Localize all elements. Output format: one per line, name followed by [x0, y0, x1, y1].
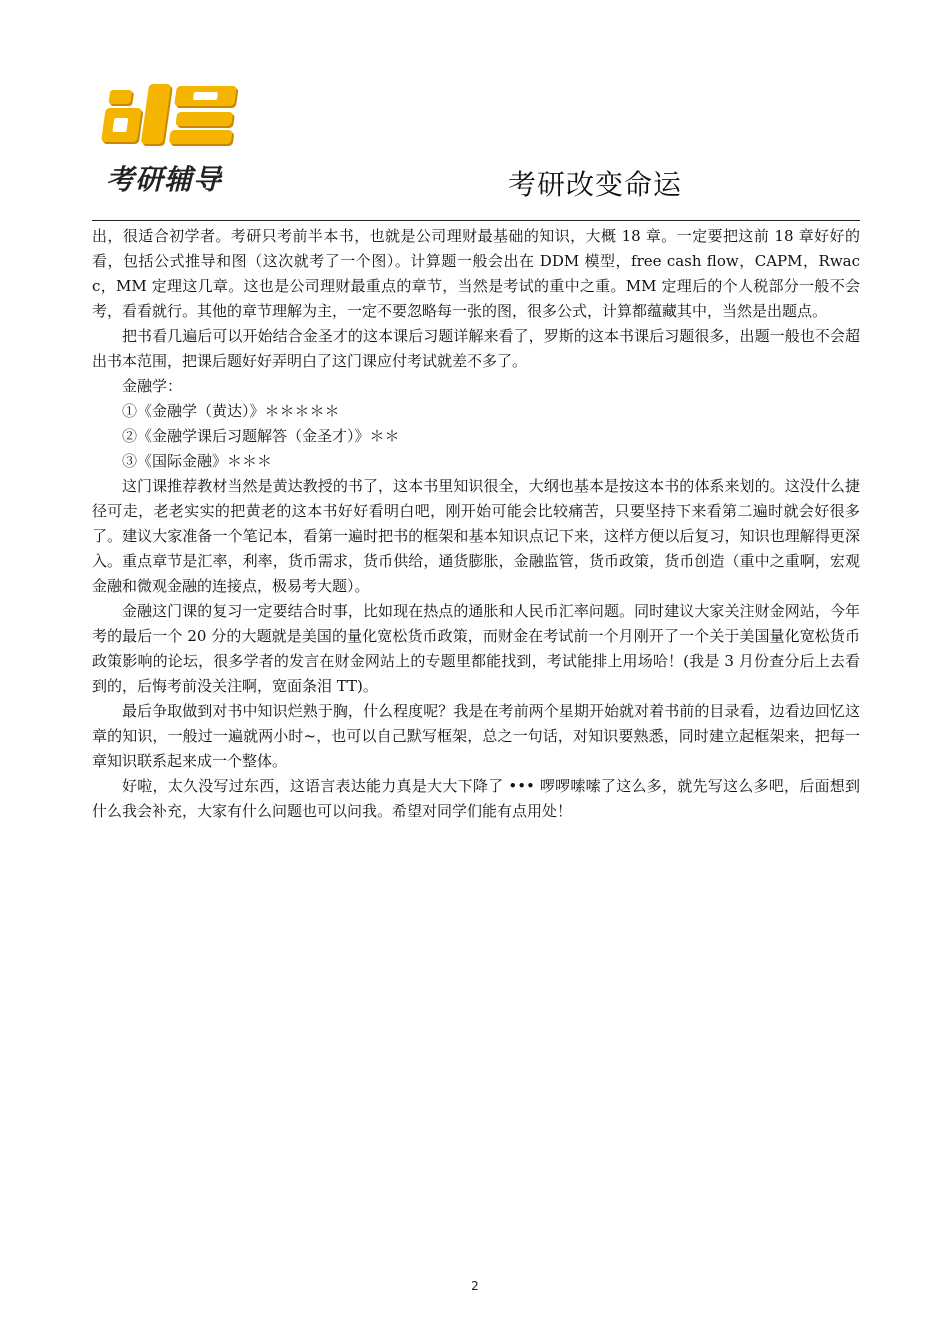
- paragraph-corporate-finance-continued: 出，很适合初学者。考研只考前半本书，也就是公司理财最基础的知识，大概 18 章。一定要把这前 18 章好好的看，包括公式推导和图（这次就考了一个图）。计算题一般会出在 DDM 模型，free cash flow，CAPM，Rwacc，MM 定理这几章。这也是公司理财最重点的章节，当然是考试的重中之重。MM 定理后的个人税部分一般不会考，看看就行。其他的章节理解为主，一定不要忽略每一张的图，很多公式，计算都蕴藏其中，当然是出题点。: [92, 227, 860, 320]
- page-number: 2: [471, 1279, 479, 1293]
- header-motto: 考研改变命运: [508, 168, 683, 201]
- logo-subtitle: 考研辅导: [106, 163, 223, 196]
- book-list-item: ③《国际金融》＊＊＊: [122, 452, 273, 470]
- book-list-item: ②《金融学课后习题解答（金圣才）》＊＊: [122, 427, 400, 445]
- paragraph-huangda-textbook: 这门课推荐教材当然是黄达教授的书了，这本书里知识很全，大纲也基本是按这本书的体系来划的。这没什么捷径可走，老老实实的把黄老的这本书好好看明白吧，刚开始可能会比较痛苦，只要坚持下来看第二遍时就会好很多了。建议大家准备一个笔记本，看第一遍时把书的框架和基本知识点记下来，这样方便以后复习，知识也理解得更深入。重点章节是汇率，利率，货币需求，货币供给，通货膨胀，金融监管，货币政策，货币创造（重中之重啊，宏观金融和微观金融的连接点，极易考大题）。: [92, 477, 860, 595]
- paragraph-review-method: 最后争取做到对书中知识烂熟于胸，什么程度呢？我是在考前两个星期开始就对着书前的目录看，边看边回忆这章的知识，一般过一遍就两小时~，也可以自己默写框架，总之一句话，对知识要熟悉，同时建立起框架来，把每一章知识联系起来成一个整体。: [92, 702, 860, 770]
- book-list-item: ①《金融学（黄达）》＊＊＊＊＊: [122, 402, 340, 420]
- page-header: [0, 0, 950, 222]
- finance-heading: 金融学：: [122, 377, 183, 395]
- document-body: [92, 224, 860, 824]
- header-divider: [92, 220, 860, 221]
- paragraph-ross-exercises: 把书看几遍后可以开始结合金圣才的这本课后习题详解来看了，罗斯的这本书课后习题很多，出题一般也不会超出书本范围，把课后题好好弄明白了这门课应付考试就差不多了。: [92, 327, 860, 370]
- paragraph-closing: 好啦，太久没写过东西，这语言表达能力真是大大下降了 ••• 啰啰嗦嗦了这么多，就先写这么多吧，后面想到什么我会补充，大家有什么问题也可以问我。希望对同学们能有点用处！: [92, 777, 860, 820]
- paragraph-current-events: 金融这门课的复习一定要结合时事，比如现在热点的通胀和人民币汇率问题。同时建议大家关注财金网站，今年考的最后一个 20 分的大题就是美国的量化宽松货币政策，而财金在考试前一个月刚开了一个关于美国量化宽松货币政策影响的论坛，很多学者的发言在财金网站上的专题里都能找到，考试能排上用场哈！(我是 3 月份查分后上去看到的，后悔考前没关注啊，宽面条泪 TT)。: [92, 602, 860, 695]
- kaicheng-logo-icon: [100, 78, 250, 156]
- logo: [100, 78, 250, 196]
